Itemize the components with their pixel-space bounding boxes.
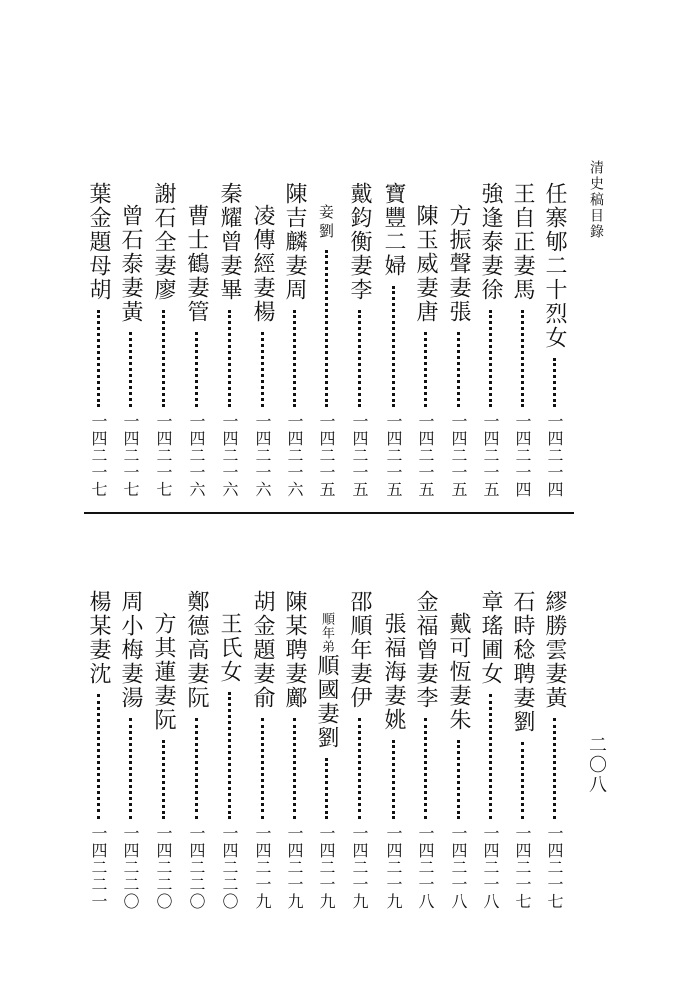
toc-entry [85,590,111,910]
entry-name: 寶豐二婦 [381,182,406,278]
toc-entry [117,590,143,910]
entry-name: 王氏女 [217,612,242,684]
entry-name: 凌傳經妻楊 [250,204,275,324]
entry-name: 張福海妻姚 [381,612,406,732]
entry-name: 繆勝雲妻黃 [542,590,567,710]
dot-leader [293,718,296,819]
toc-entry [445,612,471,910]
entry-page: 一四二一四 [545,413,564,498]
entry-page: 一四二一七 [545,825,564,910]
dot-leader [129,332,132,407]
entry-name: 戴可恆妻朱 [446,612,471,732]
dot-leader [228,310,231,407]
entry-name: 妾劉 [317,204,335,242]
entry-name-note: 順年弟 [319,612,334,654]
entry-page: 一四二二〇 [121,825,140,910]
toc-entry [313,204,339,498]
entry-page: 一四二一五 [350,413,369,498]
entry-page: 一四二一七 [154,413,173,498]
toc-entry [477,590,503,910]
entry-name: 秦耀曾妻畢 [217,182,242,302]
entry-name: 邵順年妻伊 [347,590,372,710]
dot-leader [457,740,460,819]
toc-entry [509,590,535,910]
entry-name: 陳吉麟妻周 [282,182,307,302]
toc-entry [249,204,275,498]
entry-page: 一四二一九 [350,825,369,910]
toc-entry [380,612,406,910]
entry-page: 一四二一七 [513,825,532,910]
toc-entry [346,590,372,910]
entry-page: 一四二一九 [317,825,336,910]
entry-name: 葉金題母胡 [86,182,111,302]
toc-entry [412,204,438,498]
dot-leader [521,310,524,407]
dot-leader [325,758,328,819]
entry-name: 方振聲妻張 [446,204,471,324]
entry-page: 一四二一六 [253,413,272,498]
entry-page: 一四二一七 [121,413,140,498]
section-divider [84,512,574,514]
entry-name-main: 順國妻劉 [314,654,339,750]
entry-name: 曹士鶴妻管 [184,204,209,324]
dot-leader [97,310,100,407]
page-number: 二〇八 [586,735,607,795]
entry-name: 王自正妻馬 [510,182,535,302]
entry-name: 戴鈞衡妻李 [347,182,372,302]
entry-page: 一四二一六 [220,413,239,498]
entry-name: 石時稔聘妻劉 [510,590,535,734]
entry-name: 方其蓮妻阮 [151,612,176,732]
dot-leader [129,718,132,819]
entry-page: 一四二一六 [285,413,304,498]
entry-name: 曾石泰妻黃 [118,204,143,324]
entry-name: 強逢泰妻徐 [478,182,503,302]
dot-leader [358,718,361,819]
dot-leader [195,718,198,819]
dot-leader [97,694,100,819]
entry-page: 一四二二〇 [220,825,239,910]
toc-entry [380,182,406,498]
entry-name: 楊某妻沈 [86,590,111,686]
toc-entry [445,204,471,498]
dot-leader [424,332,427,407]
dot-leader [162,310,165,407]
toc-entry [183,590,209,910]
entry-name: 陳某聘妻鄺 [282,590,307,710]
entry-page: 一四二一六 [187,413,206,498]
toc-entry [249,590,275,910]
dot-leader [553,718,556,819]
toc-entry [509,182,535,498]
toc-entry [541,182,567,498]
toc-entry [346,182,372,498]
dot-leader [392,740,395,819]
entry-name: 鄭德高妻阮 [184,590,209,710]
dot-leader [162,740,165,819]
dot-leader [325,250,328,407]
toc-entry [216,612,242,910]
entry-name: 章瑤圃女 [478,590,503,686]
toc-entry [477,182,503,498]
entry-name: 謝石全妻廖 [151,182,176,302]
toc-entry [85,182,111,498]
entry-name: 胡金題妻俞 [250,590,275,710]
entry-page: 一四二一五 [449,413,468,498]
entry-page: 一四二二〇 [154,825,173,910]
entry-page: 一四二一八 [481,825,500,910]
entry-name [313,612,339,750]
entry-page: 一四二一五 [481,413,500,498]
dot-leader [261,332,264,407]
dot-leader [553,358,556,407]
toc-entry [150,612,176,910]
entry-name: 周小梅妻湯 [118,590,143,710]
entry-page: 一四二一五 [317,413,336,498]
dot-leader [358,310,361,407]
dot-leader [293,310,296,407]
dot-leader [228,692,231,819]
dot-leader [489,694,492,819]
toc-entry [412,590,438,910]
dot-leader [392,286,395,407]
dot-leader [261,718,264,819]
entry-page: 一四二一九 [253,825,272,910]
entry-page: 一四二一八 [416,825,435,910]
toc-entry [183,204,209,498]
entry-page: 一四二一五 [416,413,435,498]
entry-page: 一四二一九 [384,825,403,910]
dot-leader [521,742,524,819]
entry-name: 陳玉威妻唐 [413,204,438,324]
dot-leader [457,332,460,407]
entry-page: 一四二一五 [384,413,403,498]
running-head: 清史稿目錄 [588,160,604,240]
toc-entry [281,590,307,910]
toc-entry [281,182,307,498]
toc-entry [313,612,339,910]
entry-page: 一四二一八 [449,825,468,910]
toc-entry [117,204,143,498]
entry-name: 金福曾妻李 [413,590,438,710]
toc-entry [150,182,176,498]
entry-page: 一四二一九 [285,825,304,910]
dot-leader [424,718,427,819]
dot-leader [489,310,492,407]
entry-name: 任寨郇二十烈女 [542,182,567,350]
entry-page: 一四二二〇 [187,825,206,910]
dot-leader [195,332,198,407]
toc-entry [216,182,242,498]
entry-page: 一四二一四 [513,413,532,498]
toc-entry [541,590,567,910]
entry-page: 一四二二一 [89,825,108,910]
entry-page: 一四二一七 [89,413,108,498]
